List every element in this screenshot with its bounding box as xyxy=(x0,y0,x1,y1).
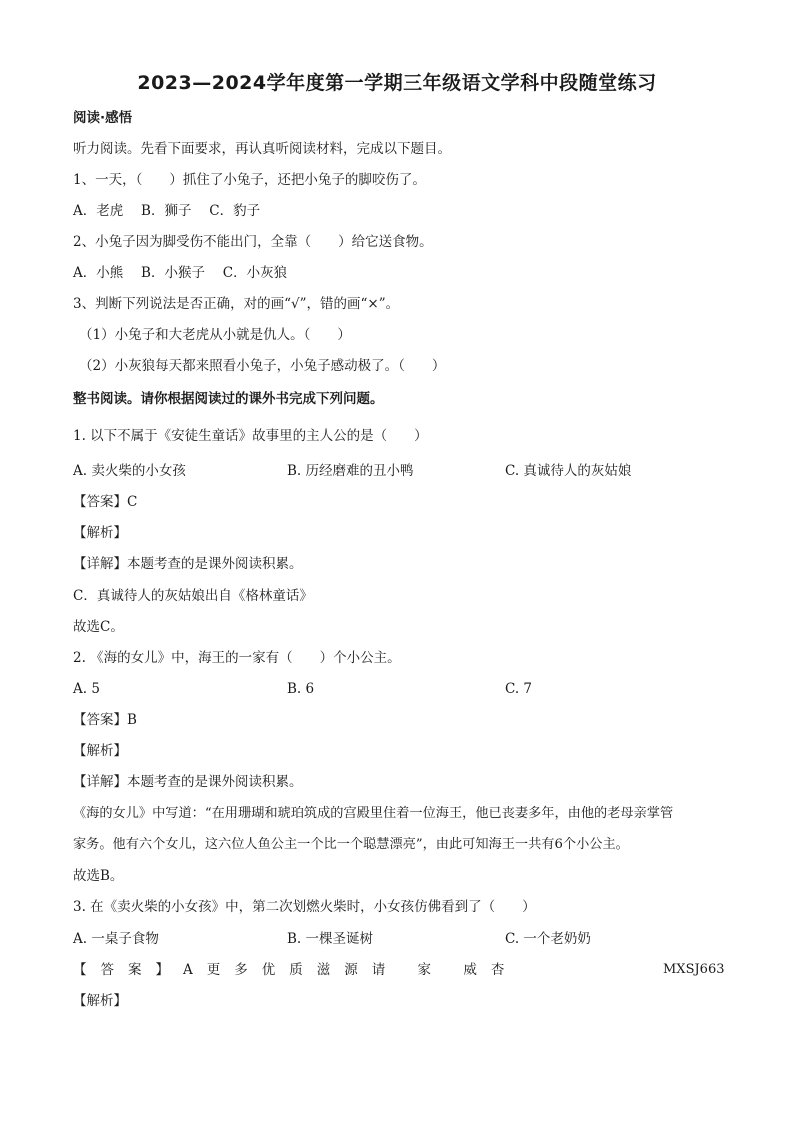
explanation-line-2: 家务。他有六个女儿，这六位人鱼公主一个比一个聪慧漂亮”，由此可知海王一共有6个小公主。 xyxy=(73,837,629,852)
option-c: C. 7 xyxy=(505,681,533,697)
answer: 【答案】B xyxy=(73,712,137,728)
book-question-3: 3. 在《卖火柴的小女孩》中，第二次划燃火柴时，小女孩仿佛看到了（ ） xyxy=(73,899,536,915)
option-c: C. 一个老奶奶 xyxy=(505,931,591,947)
analysis-label: 【解析】 xyxy=(73,525,127,541)
section-heading-whole-book: 整书阅读。请你根据阅读过的课外书完成下列问题。 xyxy=(73,391,384,407)
option-c: C. 真诚待人的灰姑娘 xyxy=(505,463,632,479)
section-heading: 阅读·感悟 xyxy=(73,110,133,126)
option-a: A. 卖火柴的小女孩 xyxy=(73,463,186,479)
conclusion: 故选B。 xyxy=(73,868,124,884)
page-title: 2023—2024学年度第一学期三年级语文学科中段随堂练习 xyxy=(137,72,657,94)
conclusion: 故选C。 xyxy=(73,619,124,635)
question-2: 2、小兔子因为脚受伤不能出门，全靠（ ）给它送食物。 xyxy=(73,234,433,250)
analysis-label: 【解析】 xyxy=(73,743,127,759)
question-2-options: A．小熊 B．小猴子 C．小灰狼 xyxy=(73,265,288,281)
book-question-2: 2. 《海的女儿》中，海王的一家有（ ）个小公主。 xyxy=(73,650,401,666)
option-b: B. 历经磨难的丑小鸭 xyxy=(287,463,414,479)
question-3-item-2: （2）小灰狼每天都来照看小兔子，小兔子感动极了。（ ） xyxy=(79,358,446,374)
detail: 【详解】本题考查的是课外阅读积累。 xyxy=(73,774,303,790)
question-1: 1、一天，（ ）抓住了小兔子，还把小兔子的脚咬伤了。 xyxy=(73,172,426,188)
answer-spaced: 【答案】A更多优质滋源请 家 威杏 xyxy=(73,962,519,978)
explanation-line-1: 《海的女儿》中写道：“在用珊瑚和琥珀筑成的宫殿里住着一位海王，他已丧妻多年，由他的老母亲掌管 xyxy=(73,806,674,821)
option-a: A. 5 xyxy=(73,681,100,697)
listening-intro: 听力阅读。先看下面要求，再认真听阅读材料，完成以下题目。 xyxy=(73,141,451,157)
analysis-label: 【解析】 xyxy=(73,993,127,1009)
watermark-code: MXSJ663 xyxy=(663,962,725,977)
explanation: C．真诚待人的灰姑娘出自《格林童话》 xyxy=(73,588,313,604)
detail: 【详解】本题考查的是课外阅读积累。 xyxy=(73,556,303,572)
option-b: B. 6 xyxy=(287,681,315,697)
question-1-options: A．老虎 B．狮子 C．豹子 xyxy=(73,203,261,219)
answer: 【答案】C xyxy=(73,494,138,510)
option-b: B. 一棵圣诞树 xyxy=(287,931,374,947)
question-3-item-1: （1）小兔子和大老虎从小就是仇人。（ ） xyxy=(79,327,351,343)
option-a: A. 一桌子食物 xyxy=(73,931,159,947)
book-question-1: 1. 以下不属于《安徒生童话》故事里的主人公的是（ ） xyxy=(73,428,428,444)
question-3: 3、判断下列说法是否正确，对的画“√”，错的画“×”。 xyxy=(73,296,400,312)
